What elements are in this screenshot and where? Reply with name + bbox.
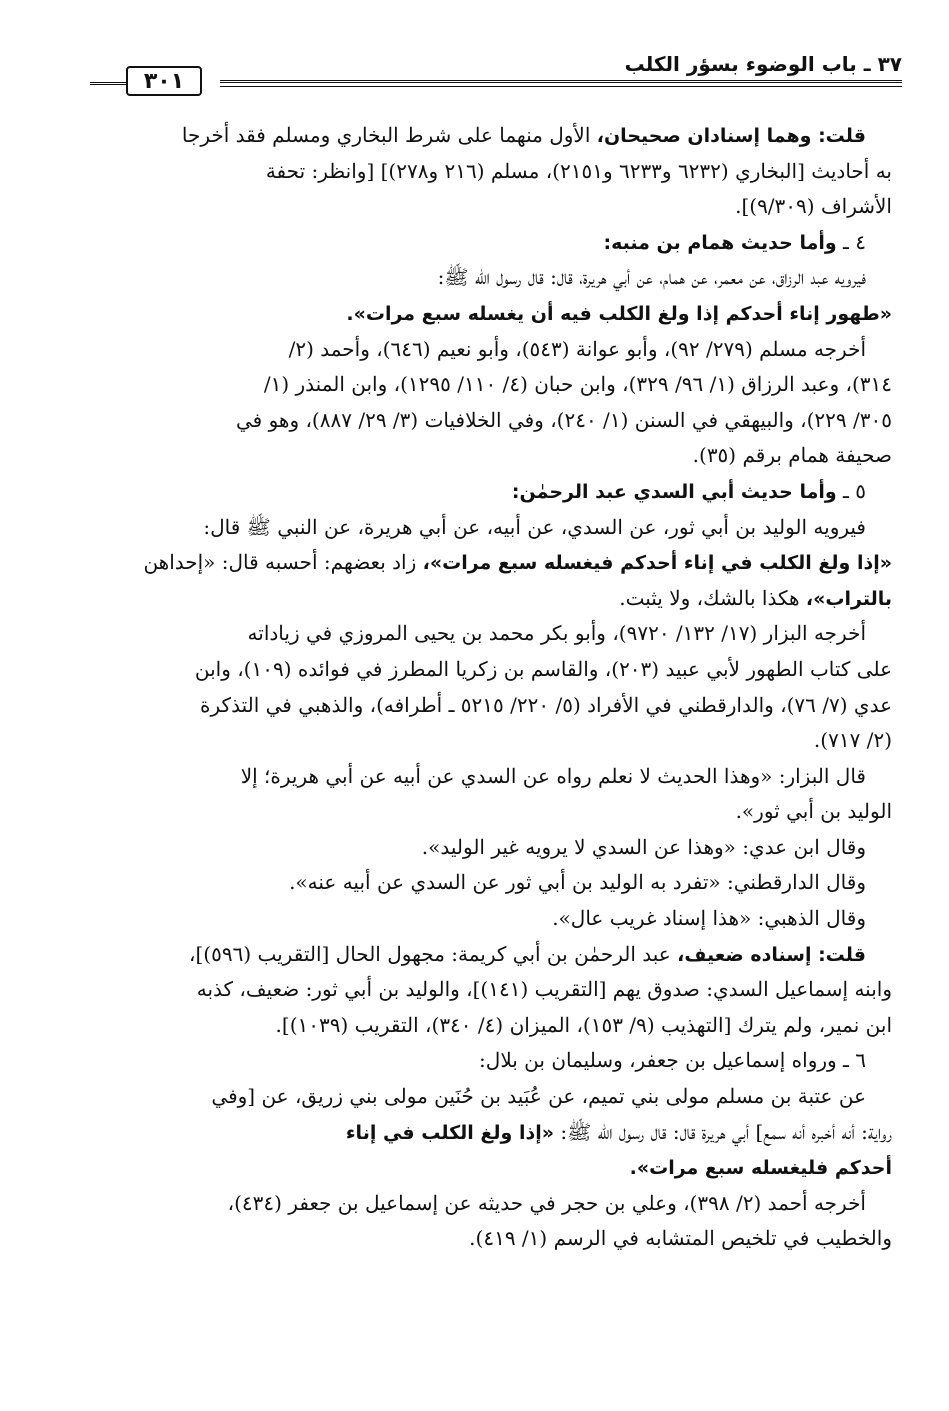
line-text: والخطيب في تلخيص المتشابه في الرسم (١/ ٤١٩).	[469, 1226, 892, 1251]
line-text: هكذا بالشك، ولا يثبت.	[619, 585, 806, 610]
bold-text: «إذا ولغ الكلب في إناء أحدكم فيغسله سبع مرات»،	[422, 552, 892, 575]
line-text: أخرجه مسلم (٢٧٩/ ٩٢)، وأبو عوانة (٥٤٣)، وأبو نعيم (٦٤٦)، وأحمد (٢/	[288, 336, 866, 361]
bold-text: قلت: إسناده ضعيف،	[677, 943, 866, 966]
text-line	[88, 581, 892, 617]
text-line	[88, 438, 892, 474]
text-line	[88, 1008, 892, 1044]
line-text: وقال الذهبي: «هذا إسناد غريب عال».	[552, 906, 866, 931]
text-line	[88, 865, 892, 901]
text-line	[88, 260, 892, 296]
text-line	[88, 332, 892, 368]
line-text: وقال الدارقطني: «تفرد به الوليد بن أبي ثور عن السدي عن أبيه عنه».	[289, 870, 866, 895]
text-body	[88, 118, 892, 1257]
line-text: الوليد بن أبي ثور».	[735, 799, 892, 824]
page-number: ٣٠١	[143, 68, 185, 94]
text-line	[88, 474, 892, 510]
bold-text: أحدكم فليغسله سبع مرات».	[629, 1157, 892, 1180]
line-text: قال البزار: «وهذا الحديث لا نعلم رواه عن السدي عن أبيه عن أبي هريرة؛ إلا	[240, 763, 866, 788]
text-line	[88, 1115, 892, 1151]
text-line	[88, 972, 892, 1008]
line-text: على كتاب الطهور لأبي عبيد (٢٠٣)، والقاسم بن زكريا المطرز في فوائده (١٠٩)، وابن	[194, 656, 892, 681]
line-text: به أحاديث [البخاري (٦٢٣٢ و٦٢٣٣ و٢١٥١)، مسلم (٢١٦ و٢٧٨)] [وانظر: تحفة	[265, 158, 892, 183]
text-line	[88, 759, 892, 795]
bold-text: وأما حديث أبي السدي عبد الرحمٰن:	[511, 480, 837, 503]
line-text: رواية: أنه أخبره أنه سمع] أبي هريرة قال: قال رسول الله ﷺ:	[554, 1119, 892, 1144]
line-text: فيرويه الوليد بن أبي ثور، عن السدي، عن أبيه، عن أبي هريرة، عن النبي ﷺ قال:	[203, 514, 866, 539]
line-text: ابن نمير، ولم يترك [التهذيب (٩/ ١٥٣)، الميزان (٤/ ٣٤٠)، التقريب (١٠٣٩)].	[275, 1012, 892, 1037]
text-line	[88, 296, 892, 332]
text-line	[88, 652, 892, 688]
text-line	[88, 1043, 892, 1079]
line-text: (٢/ ٧١٧).	[813, 728, 892, 753]
line-text: ٣١٤)، وعبد الرزاق (١/ ٩٦/ ٣٢٩)، وابن حبان (٤/ ١١٠/ ١٢٩٥)، وابن المنذر (١/	[263, 372, 892, 397]
line-text: عبد الرحمٰن بن أبي كريمة: مجهول الحال [التقريب (٥٩٦)]،	[189, 941, 678, 966]
text-line	[88, 616, 892, 652]
line-text: أخرجه أحمد (٢/ ٣٩٨)، وعلي بن حجر في حديثه عن إسماعيل بن جعفر (٤٣٤)،	[227, 1190, 866, 1215]
chapter-title: ٣٧ ـ باب الوضوء بسؤر الكلب	[624, 52, 902, 76]
bold-text: بالتراب»،	[805, 587, 892, 610]
text-line	[88, 545, 892, 581]
text-line	[88, 403, 892, 439]
text-line	[88, 1221, 892, 1257]
text-line	[88, 225, 892, 261]
bold-text: قلت: وهما إسنادان صحيحان،	[596, 125, 866, 147]
text-line	[88, 937, 892, 973]
line-text: ٤ ـ	[836, 229, 866, 254]
text-line	[88, 901, 892, 937]
line-text: وابنه إسماعيل السدي: صدوق يهم [التقريب (١٤١)]، والوليد بن أبي ثور: ضعيف، كذبه	[196, 977, 892, 1002]
text-line	[88, 118, 892, 154]
line-text: ٦ ـ ورواه إسماعيل بن جعفر، وسليمان بن بلال:	[479, 1048, 866, 1073]
line-text: وقال ابن عدي: «وهذا عن السدي لا يرويه غير الوليد».	[421, 834, 866, 859]
header-rule-thin	[220, 86, 902, 87]
text-line	[88, 1150, 892, 1186]
bold-text: «طهور إناء أحدكم إذا ولغ الكلب فيه أن يغسله سبع مرات».	[346, 302, 892, 325]
text-line	[88, 723, 892, 759]
bold-text: «إذا ولغ الكلب في إناء	[345, 1121, 554, 1144]
text-line	[88, 367, 892, 403]
line-text: أخرجه البزار (١٧/ ١٣٢/ ٩٧٢٠)، وأبو بكر محمد بن يحيى المروزي في زياداته	[247, 621, 866, 646]
line-text: ٣٠٥/ ٢٢٩)، والبيهقي في السنن (١/ ٢٤٠)، وفي الخلافيات (٣/ ٢٩/ ٨٨٧)، وهو في	[235, 407, 892, 432]
line-text: عدي (٧/ ٧٦)، والدارقطني في الأفراد (٥/ ٢٢٠/ ٥٢١٥ ـ أطرافه)، والذهبي في التذكرة	[200, 692, 892, 717]
running-header	[90, 52, 902, 102]
header-rule-left	[90, 82, 126, 88]
line-text: زاد بعضهم: أحسبه قال: «إحداهن	[143, 550, 423, 575]
text-line	[88, 830, 892, 866]
text-line	[88, 688, 892, 724]
page-number-ornament	[118, 62, 210, 100]
line-text: صحيفة همام برقم (٣٥).	[692, 443, 892, 468]
bold-text: وأما حديث همام بن منبه:	[603, 231, 837, 254]
text-line	[88, 1186, 892, 1222]
text-line	[88, 1079, 892, 1115]
line-text: الأول منهما على شرط البخاري ومسلم فقد أخرجا	[181, 123, 597, 147]
line-text: عن عتبة بن مسلم مولى بني تميم، عن عُبَيد بن حُنَين مولى بني زريق، عن [وفي	[211, 1084, 866, 1109]
text-line	[88, 510, 892, 546]
line-text: ٥ ـ	[836, 478, 866, 503]
text-line	[88, 189, 892, 225]
text-line	[88, 794, 892, 830]
line-text: فيرويه عبد الرزاق، عن معمر، عن همام، عن أبي هريرة، قال: قال رسول الله ﷺ:	[437, 265, 866, 290]
text-line	[88, 154, 892, 190]
line-text: الأشراف (٩/٣٠٩)].	[735, 194, 892, 219]
